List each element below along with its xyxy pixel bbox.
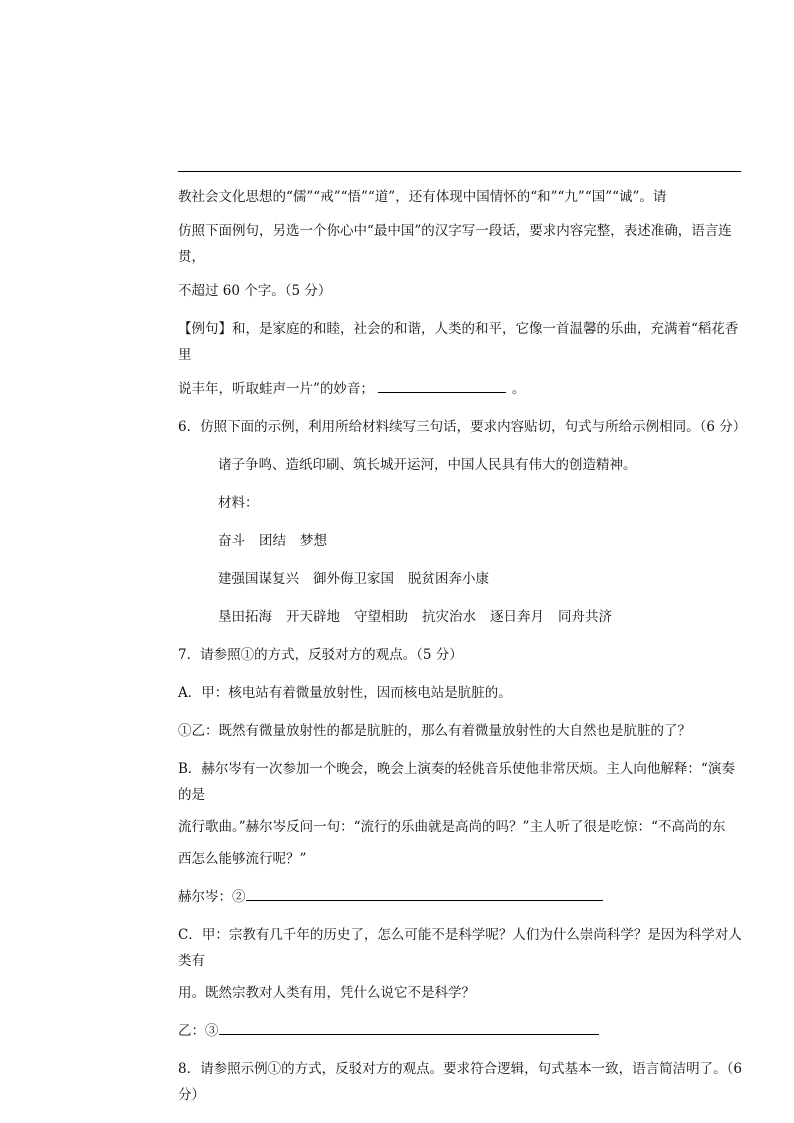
q7-b-line-1: B．赫尔岑有一次参加一个晚会，晚会上演奏的轻佻音乐使他非常厌烦。主人向他解释：“演奏的是: [178, 761, 735, 803]
document-body: [178, 184, 747, 1108]
material-word: 团结: [259, 533, 286, 549]
example-line-1: 【例句】和，是家庭的和睦，社会的和谐，人类的和平，它像一首温馨的乐曲，充满着“稻花香里: [178, 321, 739, 363]
q6-sample: 诸子争鸣、造纸印刷、筑长城开运河，中国人民具有伟大的创造精神。: [218, 457, 637, 473]
q6-stem: 6．仿照下面的示例，利用所给材料续写三句话，要求内容贴切，句式与所给示例相同。（6 分）: [178, 419, 747, 435]
example-line-2-end: 。: [511, 381, 526, 397]
q7-b-answer-label: 赫尔岑：②: [178, 889, 246, 905]
q6-material-row-3: [178, 604, 744, 630]
q7-a-reply: ①乙：既然有微量放射性的都是肮脏的，那么有着微量放射性的大自然也是肮脏的了？: [178, 723, 691, 739]
q6-material-row-1: [178, 528, 744, 554]
example-line-2: [178, 376, 744, 402]
q7-a-line: A．甲：核电站有着微量放射性，因而核电站是肮脏的。: [178, 685, 512, 701]
header-rule: [178, 171, 741, 172]
q7-c-line-2: 用。既然宗教对人类有用，凭什么说它不是科学？: [178, 985, 475, 1001]
intro-line-1: 教社会文化思想的“儒”“戒”“悟”“道”，还有体现中国情怀的“和”“九”“国”“诚”。请: [178, 189, 667, 205]
material-word: 御外侮卫家国: [313, 571, 394, 587]
material-word: 同舟共济: [558, 609, 612, 625]
material-word: 脱贫困奔小康: [408, 571, 489, 587]
q8-stem: 8．请参照示例①的方式，反驳对方的观点。要求符合逻辑，句式基本一致，语言简洁明了。（6 分）: [178, 1061, 742, 1103]
example-line-2-text: 说丰年，听取蛙声一片”的妙音；: [178, 381, 374, 397]
q7-stem: 7．请参照①的方式，反驳对方的观点。（5 分）: [178, 647, 463, 663]
q7-b-line-3: 西怎么能够流行呢？”: [178, 851, 307, 867]
answer-blank-example: [378, 378, 506, 393]
q7-b-answer: [178, 884, 744, 910]
q6-material-label: 材料：: [218, 495, 259, 511]
material-word: 开天辟地: [286, 609, 340, 625]
q7-c-line-1: C．甲：宗教有几千年的历史了，怎么可能不是科学呢？人们为什么崇尚科学？是因为科学对人类有: [178, 927, 742, 969]
material-word: 守望相助: [354, 609, 408, 625]
q7-c-answer: [178, 1018, 744, 1044]
q6-material-row-2: [178, 566, 744, 592]
material-word: 梦想: [300, 533, 327, 549]
material-word: 垦田拓海: [218, 609, 272, 625]
intro-line-2: 仿照下面例句，另选一个你心中“最中国”的汉字写一段话，要求内容完整，表述准确，语言连贯，: [178, 223, 732, 265]
answer-blank-c: [219, 1019, 599, 1035]
material-word: 奋斗: [218, 533, 245, 549]
answer-blank-b: [246, 885, 603, 901]
material-word: 逐日奔月: [490, 609, 544, 625]
material-word: 建强国谋复兴: [218, 571, 299, 587]
intro-line-3: 不超过 60 个字。（5 分）: [178, 283, 332, 299]
material-word: 抗灾治水: [422, 609, 476, 625]
q7-c-answer-label: 乙：③: [178, 1023, 219, 1039]
q7-b-line-2: 流行歌曲。”赫尔岑反问一句：“流行的乐曲就是高尚的吗？”主人听了很是吃惊：“不高尚的东: [178, 819, 726, 835]
